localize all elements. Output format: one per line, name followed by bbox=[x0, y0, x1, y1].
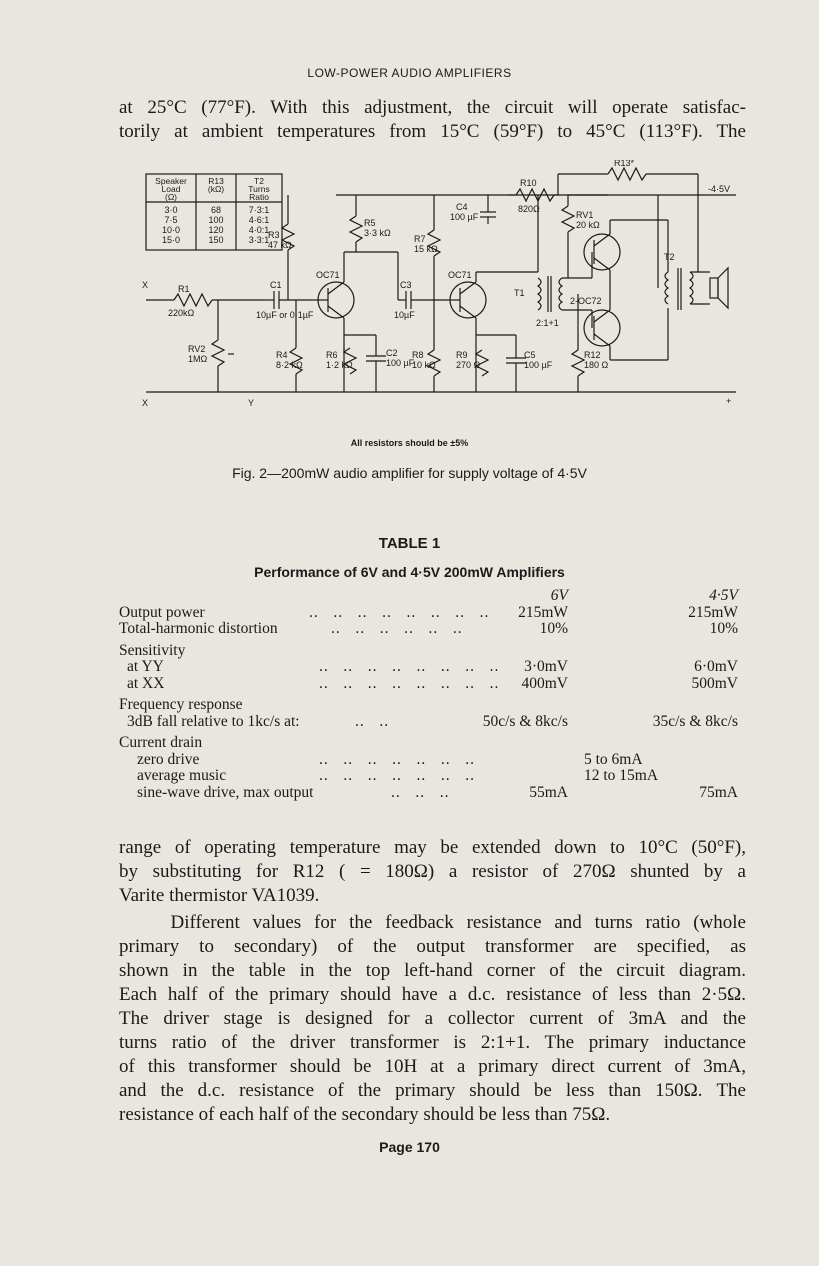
label-r12-value: 180 Ω bbox=[584, 360, 609, 370]
column-header-6v: 6V bbox=[550, 587, 568, 604]
table-row bbox=[119, 768, 746, 785]
value-shared: 5 to 6mA bbox=[584, 750, 643, 768]
label-r3: R3 bbox=[268, 230, 280, 240]
resistor-tolerance-note: All resistors should be ±5% bbox=[350, 438, 469, 448]
row-label: Sensitivity bbox=[119, 641, 186, 659]
inset-cell: 120 bbox=[208, 225, 224, 235]
paragraph-line: turns ratio of the driver transformer is 2:1+1. The primary inductance bbox=[119, 1032, 746, 1053]
leader-dots: .. .. .. .. .. .. .. .. bbox=[319, 674, 500, 692]
label-q3: 2-OC72 bbox=[570, 296, 602, 306]
paragraph-line: of this transformer should be 10H at a primary direct current of 3mA, bbox=[119, 1056, 746, 1077]
paragraph-line: shown in the table in the top left-hand corner of the circuit diagram. bbox=[119, 960, 746, 981]
inset-cell: 68 bbox=[210, 205, 222, 215]
label-rv1: RV1 bbox=[576, 210, 594, 220]
label-c5-value: 100 µF bbox=[524, 360, 553, 370]
label-r6-value: 1·2 kΩ bbox=[326, 360, 353, 370]
table-row bbox=[119, 735, 746, 752]
paragraph-line: resistance of each half of the secondary should be less than 75Ω. bbox=[119, 1104, 611, 1125]
inset-cell: 100 bbox=[208, 215, 224, 225]
paragraph-3 bbox=[119, 911, 746, 1127]
label-r12: R12 bbox=[584, 350, 601, 360]
label-c5: C5 bbox=[524, 350, 536, 360]
label-c1-value: 10µF or 0·1µF bbox=[256, 310, 314, 320]
label-t1-ratio: 2:1+1 bbox=[536, 318, 559, 328]
label-r4-value: 8·2 kΩ bbox=[276, 360, 303, 370]
row-label: Output power bbox=[119, 603, 205, 621]
label-c3-value: 10µF bbox=[394, 310, 415, 320]
value-4-5v: 215mW bbox=[688, 603, 738, 621]
row-label: zero drive bbox=[137, 750, 200, 768]
table-row bbox=[119, 621, 746, 638]
table-row bbox=[119, 714, 746, 731]
inset-cell: 4·0:1 bbox=[248, 225, 270, 235]
table-subtitle: Performance of 6V and 4·5V 200mW Amplifiers bbox=[254, 564, 565, 580]
figure-caption: Fig. 2—200mW audio amplifier for supply voltage of 4·5V bbox=[232, 465, 587, 481]
inset-cell: 15·0 bbox=[161, 235, 181, 245]
value-6v: 400mV bbox=[521, 674, 568, 692]
row-label: at XX bbox=[127, 674, 165, 692]
label-r5-value: 3·3 kΩ bbox=[364, 228, 391, 238]
inset-header-load: Speaker Load (Ω) bbox=[155, 176, 187, 202]
row-label: Total-harmonic distortion bbox=[119, 620, 278, 637]
table-row bbox=[119, 643, 746, 660]
paragraph-2 bbox=[119, 836, 746, 908]
paragraph-line: by substituting for R12 ( = 180Ω) a resistor of 270Ω shunted by a bbox=[119, 861, 746, 882]
leader-dots: .. .. bbox=[355, 712, 390, 730]
label-y: Y bbox=[248, 398, 255, 408]
label-x-top: X bbox=[142, 280, 149, 290]
label-c3: C3 bbox=[400, 280, 412, 290]
table-row bbox=[119, 676, 746, 693]
label-r9-value: 270 Ω bbox=[456, 360, 481, 370]
paragraph-line: at 25°C (77°F). With this adjustment, the circuit will operate satisfac- bbox=[119, 97, 746, 118]
inset-cell: 7·3:1 bbox=[248, 205, 270, 215]
paragraph-1 bbox=[119, 96, 746, 144]
row-label: 3dB fall relative to 1kc/s at: bbox=[127, 712, 300, 730]
paragraph-line: range of operating temperature may be extended down to 10°C (50°F), bbox=[119, 837, 746, 858]
label-supply: -4·5V bbox=[708, 184, 731, 194]
paragraph-line: Different values for the feedback resistance and turns ratio (whole bbox=[119, 912, 746, 933]
label-c4: C4 bbox=[456, 202, 468, 212]
label-r1-value: 220kΩ bbox=[168, 308, 195, 318]
table-row bbox=[119, 785, 746, 802]
inset-cell: 4·6:1 bbox=[248, 215, 270, 225]
row-label: sine-wave drive, max output bbox=[137, 783, 314, 801]
value-4-5v: 6·0mV bbox=[694, 658, 738, 675]
circuit-diagram bbox=[138, 160, 738, 460]
page-number: Page 170 bbox=[379, 1139, 440, 1155]
label-x-bottom: X bbox=[142, 398, 149, 408]
label-c2-value: 100 µF bbox=[386, 358, 415, 368]
paragraph-line: primary to secondary) of the output transformer are specified, as bbox=[119, 936, 746, 957]
label-rv2-value: 1MΩ bbox=[188, 354, 208, 364]
inset-cell: 3·0 bbox=[164, 205, 178, 215]
row-label: at YY bbox=[127, 658, 164, 675]
inset-header-r13: R13 (kΩ) bbox=[207, 176, 225, 194]
inset-header-ratio: T2 Turns Ratio bbox=[248, 176, 270, 202]
label-r10: R10 bbox=[520, 178, 537, 188]
paragraph-line: and the d.c. resistance of the primary should be less than 150Ω. The bbox=[119, 1080, 746, 1101]
table-title: TABLE 1 bbox=[378, 535, 441, 552]
label-r5: R5 bbox=[364, 218, 376, 228]
running-head: LOW-POWER AUDIO AMPLIFIERS bbox=[307, 66, 512, 80]
label-rv2: RV2 bbox=[188, 344, 206, 354]
label-q1: OC71 bbox=[316, 270, 340, 280]
leader-dots: .. .. .. bbox=[391, 783, 450, 801]
value-6v: 215mW bbox=[518, 603, 568, 621]
leader-dots: .. .. .. .. .. .. bbox=[331, 620, 463, 637]
leader-dots: .. .. .. .. .. .. .. .. bbox=[309, 603, 490, 621]
label-rv1-value: 20 kΩ bbox=[576, 220, 600, 230]
label-c2: C2 bbox=[386, 348, 398, 358]
paragraph-line: torily at ambient temperatures from 15°C (59°F) to 45°C (113°F). The bbox=[119, 121, 746, 142]
row-label: Frequency response bbox=[119, 696, 243, 713]
paragraph-line: Varite thermistor VA1039. bbox=[119, 885, 320, 906]
inset-cell: 7·5 bbox=[164, 215, 178, 225]
table-row bbox=[119, 697, 746, 714]
label-r7-value: 15 kΩ bbox=[414, 244, 438, 254]
label-r3-value: 47 kΩ bbox=[268, 240, 292, 250]
table-body bbox=[119, 605, 746, 802]
value-4-5v: 75mA bbox=[699, 783, 738, 801]
table-header-row bbox=[119, 588, 746, 605]
label-c1: C1 bbox=[270, 280, 282, 290]
inset-cell: 10·0 bbox=[161, 225, 181, 235]
value-4-5v: 35c/s & 8kc/s bbox=[652, 712, 738, 730]
label-r8: R8 bbox=[412, 350, 424, 360]
label-r7: R7 bbox=[414, 234, 426, 244]
label-r13: R13* bbox=[614, 160, 635, 168]
label-r6: R6 bbox=[326, 350, 338, 360]
paragraph-line: Each half of the primary should have a d.c. resistance of less than 2·5Ω. bbox=[119, 984, 746, 1005]
value-4-5v: 10% bbox=[709, 620, 738, 637]
label-r4: R4 bbox=[276, 350, 288, 360]
label-t1: T1 bbox=[514, 288, 525, 298]
label-r8-value: 10 kΩ bbox=[412, 360, 436, 370]
leader-dots: .. .. .. .. .. .. .. .. bbox=[319, 658, 500, 675]
inset-cell: 3·3:1 bbox=[248, 235, 270, 245]
performance-table bbox=[119, 588, 746, 801]
leader-dots: .. .. .. .. .. .. .. bbox=[319, 767, 475, 784]
label-c4-value: 100 µF bbox=[450, 212, 479, 222]
value-4-5v: 500mV bbox=[691, 674, 738, 692]
table-row bbox=[119, 605, 746, 622]
label-r10-value: 820Ω bbox=[518, 204, 540, 214]
row-label: average music bbox=[137, 767, 227, 784]
table-row bbox=[119, 752, 746, 769]
paragraph-line: The driver stage is designed for a collector current of 3mA and the bbox=[119, 1008, 746, 1029]
value-6v: 50c/s & 8kc/s bbox=[482, 712, 568, 730]
column-header-4-5v: 4·5V bbox=[709, 587, 738, 604]
inset-cell: 150 bbox=[208, 235, 224, 245]
label-q2: OC71 bbox=[448, 270, 472, 280]
value-shared: 12 to 15mA bbox=[584, 767, 659, 784]
label-r9: R9 bbox=[456, 350, 468, 360]
value-6v: 55mA bbox=[529, 783, 568, 801]
label-plus: + bbox=[726, 396, 732, 406]
label-t2: T2 bbox=[664, 252, 675, 262]
table-row bbox=[119, 659, 746, 676]
value-6v: 3·0mV bbox=[524, 658, 568, 675]
value-6v: 10% bbox=[539, 620, 568, 637]
leader-dots: .. .. .. .. .. .. .. bbox=[319, 750, 475, 768]
row-label: Current drain bbox=[119, 734, 203, 751]
label-r1: R1 bbox=[178, 284, 190, 294]
